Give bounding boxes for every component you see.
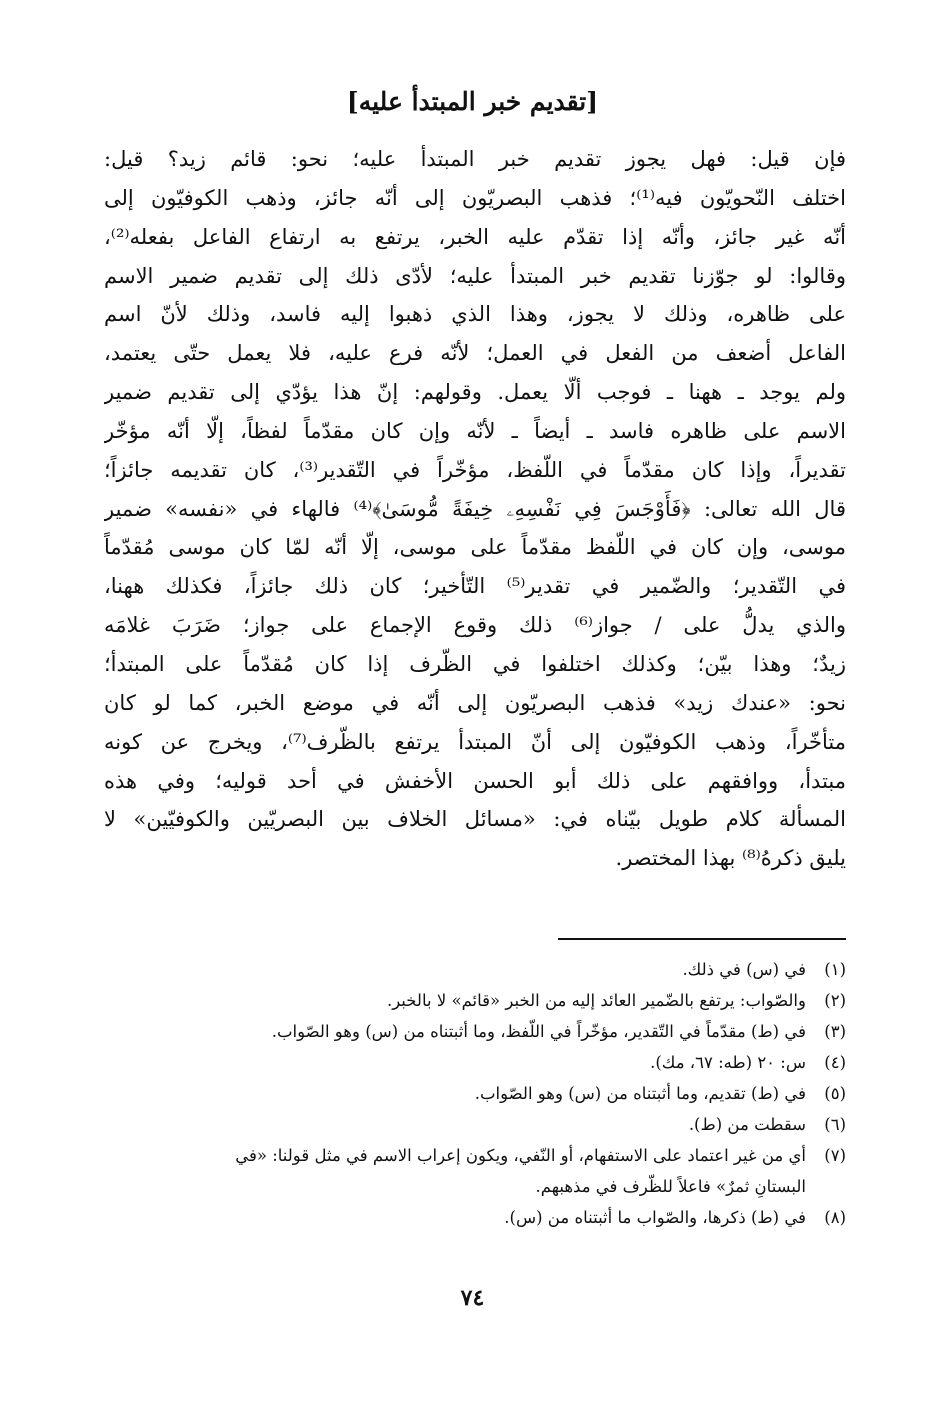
footnote-line: والصّواب: يرتفع بالضّمير العائد إليه من الخبر «قائم» لا بالخبر.	[386, 991, 806, 1010]
footnote-number: (١)	[824, 960, 846, 979]
footnote-text	[100, 1140, 806, 1202]
footnote-line: أي من غير اعتماد على الاستفهام، أو النّفي، ويكون إعراب الاسم في مثل قولنا: «في	[235, 1146, 806, 1165]
footnote-line: في (س) في ذلك.	[682, 960, 806, 979]
text-line: مبتدأ، ووافقهم على ذلك أبو الحسن الأخفش في أحد قوليه؛ وفي هذه	[104, 768, 846, 793]
footnote-line: س: ٢٠ (طه: ٦٧، مك).	[650, 1053, 806, 1072]
text-line: والذي يدلُّ على / جواز⁽⁶⁾ ذلك وقوع الإجماع على جواز؛ ضَرَبَ غلامَه	[104, 613, 846, 638]
text-line: متأخّراً، وذهب الكوفيّون إلى أنّ المبتدأ يرتفع بالظّرف⁽⁷⁾، ويخرج عن كونه	[104, 729, 846, 754]
text-line: المسألة كلام طويل بيّناه في: «مسائل الخلاف بين البصريّين والكوفيّين» لا	[104, 807, 846, 832]
footnote-text	[100, 954, 806, 985]
text-line: فإن قيل: فهل يجوز تقديم خبر المبتدأ عليه؛ نحو: قائم زيد؟ قيل:	[104, 147, 846, 171]
footnote-text	[100, 1078, 806, 1109]
footnote	[100, 1202, 846, 1233]
footnote-number: (٨)	[824, 1208, 846, 1227]
text-line: الفاعل أضعف من الفعل في العمل؛ لأنّه فرع عليه، فلا يعمل حتّى يعتمد،	[104, 341, 846, 366]
footnote-text	[100, 1016, 806, 1047]
page-number: ٧٤	[460, 1285, 485, 1311]
text-line: زيدٌ؛ وهذا بيّن؛ وكذلك اختلفوا في الظّرف إذا كان مُقدّماً على المبتدأ؛	[104, 651, 846, 676]
text-line: قال الله تعالى: ﴿فَأَوْجَسَ فِي نَفْسِهِۦ خِيفَةً مُّوسَىٰ﴾⁽⁴⁾ فالهاء في «نفسه» ضمير	[104, 496, 846, 521]
footnote-number: (٥)	[824, 1084, 846, 1103]
text-line: نحو: «عندك زيد» فذهب البصريّون إلى أنّه في موضع الخبر، كما لو كان	[104, 690, 846, 715]
footnote-text	[100, 1202, 806, 1233]
text-line: ولم يوجد ـ ههنا ـ فوجب ألّا يعمل. وقولهم: إنّ هذا يؤدّي إلى تقديم ضمير	[104, 380, 846, 405]
footnotes	[100, 954, 846, 1233]
footnote-text	[100, 985, 806, 1016]
text-line: على ظاهره، وذلك لا يجوز، وهذا الذي ذهبوا إليه فاسد، وذلك لأنّ اسم	[104, 302, 846, 327]
text-line: يليق ذكرهُ⁽⁸⁾ بهذا المختصر.	[615, 846, 846, 871]
text-line: تقديراً، وإذا كان مقدّماً في اللّفظ، مؤخّراً في التّقدير⁽³⁾، كان تقديمه جائزاً؛	[104, 457, 846, 482]
footnote-number: (٢)	[824, 991, 846, 1010]
footnote-separator	[558, 938, 846, 940]
footnote-text	[100, 1047, 806, 1078]
footnote-line: سقطت من (ط).	[688, 1115, 806, 1134]
main-text	[104, 140, 846, 878]
footnote	[100, 1140, 846, 1202]
footnote-line: في (ط) مقدّماً في التّقدير، مؤخّراً في اللّفظ، وما أثبتناه من (س) وهو الصّواب.	[271, 1022, 806, 1041]
footnote	[100, 1047, 846, 1078]
footnote-number: (٣)	[824, 1022, 846, 1041]
text-line: الاسم على ظاهره فاسد ـ أيضاً ـ لأنّه وإن كان مقدّماً لفظاً، إلّا أنّه مؤخّر	[104, 418, 846, 443]
footnote-number: (٤)	[824, 1053, 846, 1072]
footnote	[100, 1016, 846, 1047]
footnote	[100, 1109, 846, 1140]
footnote-line: في (ط) ذكرها، والصّواب ما أثبتناه من (س).	[504, 1208, 806, 1227]
section-heading: [تقديم خبر المبتدأ عليه]	[346, 87, 599, 116]
text-line: وقالوا: لو جوّزنا تقديم خبر المبتدأ عليه؛ لأدّى ذلك إلى تقديم ضمير الاسم	[104, 263, 846, 288]
text-line: في التّقدير؛ والضّمير في تقدير⁽⁵⁾ التّأخير؛ كان ذلك جائزاً، فكذلك ههنا،	[104, 574, 846, 599]
footnote-line: في (ط) تقديم، وما أثبتناه من (س) وهو الصّواب.	[474, 1084, 806, 1103]
footnote	[100, 1078, 846, 1109]
footnote-text	[100, 1109, 806, 1140]
footnote	[100, 954, 846, 985]
text-line: اختلف النّحويّون فيه⁽¹⁾؛ فذهب البصريّون إلى أنّه جائز، وذهب الكوفيّون إلى	[104, 185, 846, 210]
footnote-number: (٦)	[824, 1115, 846, 1134]
footnote-number: (٧)	[824, 1146, 846, 1165]
footnote-line: البستانِ ثمرٌ» فاعلاً للظّرف في مذهبهم.	[535, 1177, 806, 1196]
text-line: موسى، وإن كان في اللّفظ مقدّماً على موسى، إلّا أنّه لمّا كان موسى مُقدّماً	[104, 535, 846, 560]
footnote	[100, 985, 846, 1016]
text-line: أنّه غير جائز، وأنّه إذا تقدّم عليه الخبر، يرتفع به ارتفاع الفاعل بفعله⁽²⁾،	[104, 224, 846, 249]
